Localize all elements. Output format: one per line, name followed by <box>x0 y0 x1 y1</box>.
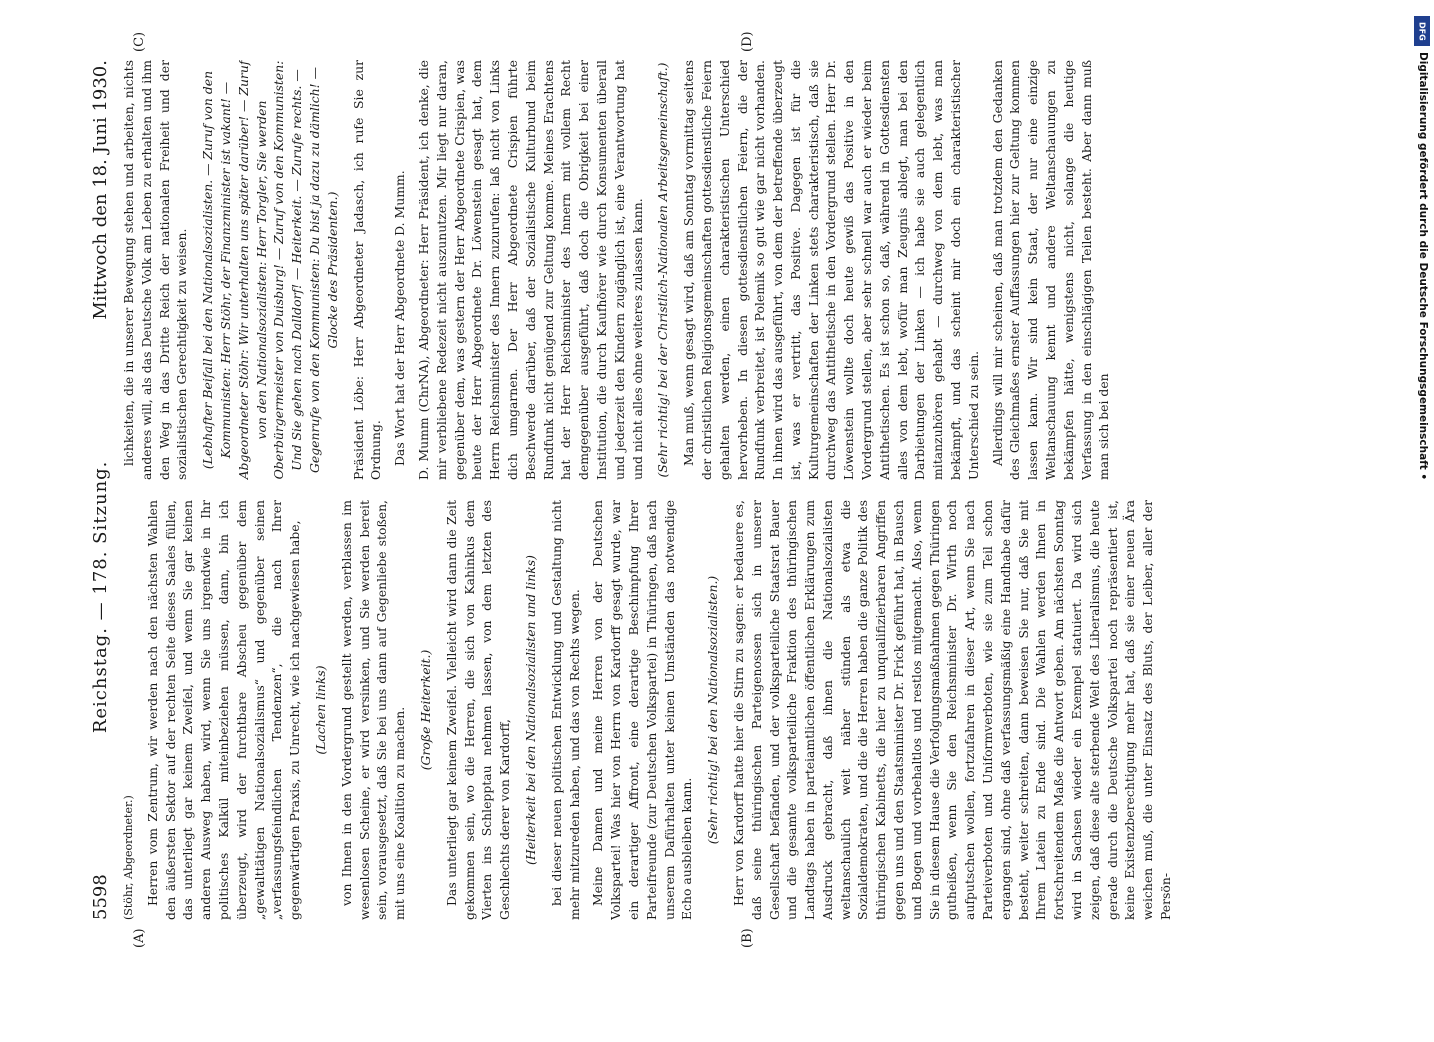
left-text-column <box>120 500 1320 920</box>
interjection: (Heiterkeit bei den Nationalsozialisten und links) <box>522 555 538 865</box>
paragraph: Meine Damen und meine Herren von der Deutschen Volkspartei! Was hier von Herrn von Kardorff gesagt wurde, war ein derartiger Affront, eine derartige Beschimpfung Ihrer Parteifreunde (zur Deutschen Volkspartei) in Thüringen, daß nach unserem Dafürhalten unter keinen Umständen das notwendige Echo ausbleiben kann. <box>590 500 695 920</box>
dfg-credit <box>1412 8 1434 998</box>
speaker-paragraph: D. Mumm (ChrNA), Abgeordneter: Herr Präsident, ich denke, die mir verbliebene Redezeit nicht auszunutzen. Mir liegt nur daran, gegenüber dem, was gestern der Herr Abgeordnete Crispien, was heute der Herr Abgeordnete Dr. Löwenstein gesagt hat, dem Herrn Reichsminister des Innern zuzurufen: laß nicht von Links dich umgarnen. Der Herr Abgeordnete Crispien führte Beschwerde darüber, daß der Sozialistische Kulturbund beim Rundfunk nicht genügend zur Geltung komme. Meines Erachtens hat der Herr Reichsminister des Innern mit vollem Recht demgegenüber ausgeführt, daß doch die Obrigkeit bei einer Institution, die durch Kaufhörer wie durch Konsumenten überall und jederzeit den Kindern zugänglich ist, eine Verantwortung hat und nicht alles ohne weiteres zulassen kann. <box>415 60 645 480</box>
page-header <box>85 60 115 920</box>
interjection: (Große Heiterkeit.) <box>417 649 433 771</box>
paragraph: Das unterliegt gar keinem Zweifel. Vielleicht wird dann die Zeit gekommen sein, wo die Herren, die sich von Kahinkus dem Vierten ins Schlepptau nehmen lassen, von dem letzten des Geschlechts derer von Kardorff, <box>443 500 513 920</box>
paragraph: Man muß, wenn gesagt wird, daß am Sonntag vormittag seitens der christlichen Religionsgemeinschaften gottesdienstliche Feiern gehalten werden, einen charakteristischen Unterschied hervorheben. In diesen gottesdienstlichen Feiern, die der Rundfunk verbreitet, ist Polemik so gut wie gar nicht vorhanden. In ihnen wird das ausgeführt, von dem der betreffende überzeugt ist, was er vertritt, das Positive. Dagegen ist für die Kulturgemeinschaften der Linken stets charakteristisch, daß sie durchweg das Antithetische in den Vordergrund stellen. Herr Dr. Löwenstein wollte doch heute gewiß das Positive in den Vordergrund stellen, aber sehr schnell war auch er wieder beim Antithetischen. Es ist schon so, daß, während in Gottesdiensten alles von dem lebt, wofür man Zeugnis ablegt, man bei den Darbietungen der Linken — ich habe sie auch gelegentlich mitanzuhören gehabt — durchweg von dem lebt, was man bekämpft, und das scheint mir doch ein charakteristischer Unterschied zu sein. <box>681 60 981 480</box>
margin-mark-c: (C) <box>132 31 147 52</box>
credit-text: Digitalisierung gefördert durch die Deutsche Forschungsgemeinschaft • <box>1417 52 1429 481</box>
paragraph: lichkeiten, die in unserer Bewegung stehen und arbeiten, nichts anderes will, als das Deutsche Volk am Leben zu erhalten und ihm den Weg in das Dritte Reich der nationalen Freiheit und der sozialistischen Gerechtigkeit zu weisen. <box>121 60 190 480</box>
speaker-tag: (Stöhr, Abgeordneter.) <box>122 795 135 920</box>
speaker-paragraph: Präsident Löbe: Herr Abgeordneter Jadasch, ich rufe Sie zur Ordnung. <box>350 60 384 480</box>
margin-mark-d: (D) <box>740 31 755 52</box>
rotated-page <box>40 0 1360 1000</box>
interjection: (Sehr richtig! bei den Nationalsozialisten.) <box>705 575 721 845</box>
paragraph: von Ihnen in den Vordergrund gestellt werden, verblassen im wesenlosen Scheine, er wird versinken, und Sie werden bereit sein, vorausgesetzt, daß Sie bei uns dann auf Gegenliebe stoßen, mit uns eine Koalition zu machen. <box>338 500 408 920</box>
paragraph: Das Wort hat der Herr Abgeordnete D. Mumm. <box>392 170 408 466</box>
session-date: Mittwoch den 18. Juni 1930. <box>89 60 111 320</box>
page-number: 5598 <box>89 874 111 920</box>
interjection: (Lebhafter Beifall bei den Nationalsozialisten. — Zuruf von den Kommunisten: Herr Stöhr, der Finanzminister ist vakant! — Abgeordneter Stöhr: Wir unterhalten uns später darüber! — Zuruf von den Nationalsozialisten: Herr Torgler, Sie werden Oberbürgermeister von Duisburg! — Zuruf von den Kommunisten: Und Sie gehen nach Dalldorf! — Heiterkeit. — Zurufe rechts. — Gegenrufe von den Kommunisten: Du bist ja dazu zu dämlich! — Glocke des Präsidenten.) <box>200 60 340 480</box>
margin-mark-b: (B) <box>740 928 755 948</box>
right-text-column <box>120 60 1320 480</box>
dfg-logo: DFG <box>1414 16 1430 46</box>
session-title: Reichstag. — 178. Sitzung. <box>89 460 111 734</box>
paragraph: Allerdings will mir scheinen, daß man trotzdem den Gedanken des Gleichmaßes ernster Auffassungen hier zur Geltung kommen lassen kann. Wir sind kein Staat, der nur eine einzige Weltanschauung kennt und andere Weltanschauungen zu bekämpfen hätte, wenigstens nicht, solange die heutige Verfassung in den einschlägigen Teilen besteht. Aber dann muß man sich bei den <box>989 60 1112 480</box>
paragraph: Herr von Kardorff hatte hier die Stirn zu sagen: er bedauere es, daß seine thüringischen Parteigenossen sich in unserer Gesellschaft befänden, und der volksparteiliche Staatsrat Bauer und die gesamte volksparteiliche Fraktion des thüringischen Landtags haben in parteiamtlichen öffentlichen Erklärungen zum Ausdruck gebracht, daß ihnen die Nationalsozialisten weltanschaulich weit näher stünden als etwa die Sozialdemokraten, und die die Herren haben die ganze Politik des thüringischen Kabinetts, die hier zu unqualifizierbaren Angriffen gegen uns und den Staatsminister Dr. Frick geführt hat, in Bausch und Bogen und vorbehaltlos und restlos mitgemacht. Also, wenn Sie in diesem Hause die Verfolgungsmaßnahmen gegen Thüringen gutheißen, wenn Sie den Reichsminister Dr. Wirth noch aufputschen wollen, fortzufahren in dieser Art, wenn Sie nach Parteiverboten und Uniformverboten, wie sie zum Teil schon ergangen sind, ohne daß verfassungsmäßig eine Handhabe dafür besteht, weiter schreiten, dann beweisen Sie nur, daß Sie mit Ihrem Latein zu Ende sind. Die Wahlen werden Ihnen in fortschreitendem Maße die Antwort geben. Am nächsten Sonntag wird in Sachsen wieder ein Exempel statuiert. Da wird sich zeigen, daß diese alte sterbende Welt des Liberalismus, die heute gerade durch die Deutsche Volkspartei noch repräsentiert ist, keine Existenzberechtigung mehr hat, daß sie einer neuen Ära weichen muß, die unter Einsatz des Bluts, der Leiber, aller der Persön- <box>730 500 1174 920</box>
interjection: (Sehr richtig! bei der Christlich-Nationalen Arbeitsgemeinschaft.) <box>655 62 671 478</box>
paragraph: bei dieser neuen politischen Entwicklung und Gestaltung nicht mehr mitzureden haben, und das von Rechts wegen. <box>548 500 582 920</box>
paragraph: Herren vom Zentrum, wir werden nach den nächsten Wahlen den äußersten Sektor auf der rechten Seite dieses Saales füllen, das unterliegt gar keinem Zweifel, und wenn Sie gar keinen anderen Ausweg haben, wird, wenn Sie uns irgendwie in Ihr politisches Kalkül miteinbeziehen müssen, dann, bin ich überzeugt, wird der furchtbare Abscheu gegenüber dem „gewalttätigen Nationalsozialismus“ und gegenüber seinen „verfassungsfeindlichen Tendenzen“, die nach Ihrer gegenwärtigen Praxis, zu Unrecht, wie ich nachgewiesen habe, <box>144 500 303 920</box>
interjection: (Lachen links) <box>312 665 328 755</box>
margin-mark-a: (A) <box>132 928 147 948</box>
